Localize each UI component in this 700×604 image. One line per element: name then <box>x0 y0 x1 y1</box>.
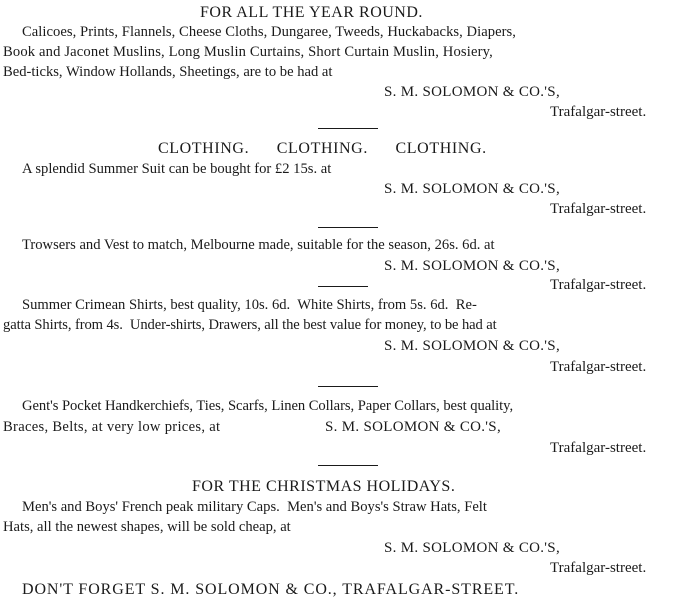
firm-name: S. M. SOLOMON & CO.'S, <box>325 419 502 435</box>
firm-name: S. M. SOLOMON & CO.'S, <box>384 181 561 197</box>
heading-year-round: FOR ALL THE YEAR ROUND. <box>200 4 423 21</box>
firm-name: S. M. SOLOMON & CO.'S, <box>384 84 561 100</box>
heading-clothing: CLOTHING. CLOTHING. CLOTHING. <box>158 140 487 157</box>
firm-name: S. M. SOLOMON & CO.'S, <box>384 258 561 274</box>
street-name: Trafalgar-street. <box>550 560 647 576</box>
footer-slogan: DON'T FORGET S. M. SOLOMON & CO., TRAFALGAR-STREET. <box>22 581 520 598</box>
body-line: Hats, all the newest shapes, will be sold cheap, at <box>3 519 291 535</box>
body-line: Braces, Belts, at very low prices, at <box>3 419 221 435</box>
body-line: gatta Shirts, from 4s. Under-shirts, Drawers, all the best value for money, to be had at <box>3 317 497 333</box>
body-line: Bed-ticks, Window Hollands, Sheetings, are to be had at <box>3 64 333 80</box>
street-name: Trafalgar-street. <box>550 359 647 375</box>
body-line: A splendid Summer Suit can be bought for £2 15s. at <box>22 161 332 177</box>
firm-name: S. M. SOLOMON & CO.'S, <box>384 540 561 556</box>
body-line: Trowsers and Vest to match, Melbourne made, suitable for the season, 26s. 6d. at <box>22 237 495 253</box>
body-line: Calicoes, Prints, Flannels, Cheese Cloths, Dungaree, Tweeds, Huckabacks, Diapers, <box>22 24 516 40</box>
body-line: Summer Crimean Shirts, best quality, 10s. 6d. White Shirts, from 5s. 6d. Re- <box>22 297 477 313</box>
heading-christmas: FOR THE CHRISTMAS HOLIDAYS. <box>192 478 456 495</box>
body-line: Book and Jaconet Muslins, Long Muslin Curtains, Short Curtain Muslin, Hosiery, <box>3 44 493 60</box>
street-name: Trafalgar-street. <box>550 277 647 293</box>
divider-rule <box>318 128 378 129</box>
body-line: Gent's Pocket Handkerchiefs, Ties, Scarfs, Linen Collars, Paper Collars, best quality, <box>22 398 514 414</box>
street-name: Trafalgar-street. <box>550 104 647 120</box>
street-name: Trafalgar-street. <box>550 201 647 217</box>
firm-name: S. M. SOLOMON & CO.'S, <box>384 338 561 354</box>
street-name: Trafalgar-street. <box>550 440 647 456</box>
divider-rule <box>318 465 378 466</box>
divider-rule <box>318 286 368 287</box>
divider-rule <box>318 227 378 228</box>
divider-rule <box>318 386 378 387</box>
body-line: Men's and Boys' French peak military Caps. Men's and Boys's Straw Hats, Felt <box>22 499 487 515</box>
